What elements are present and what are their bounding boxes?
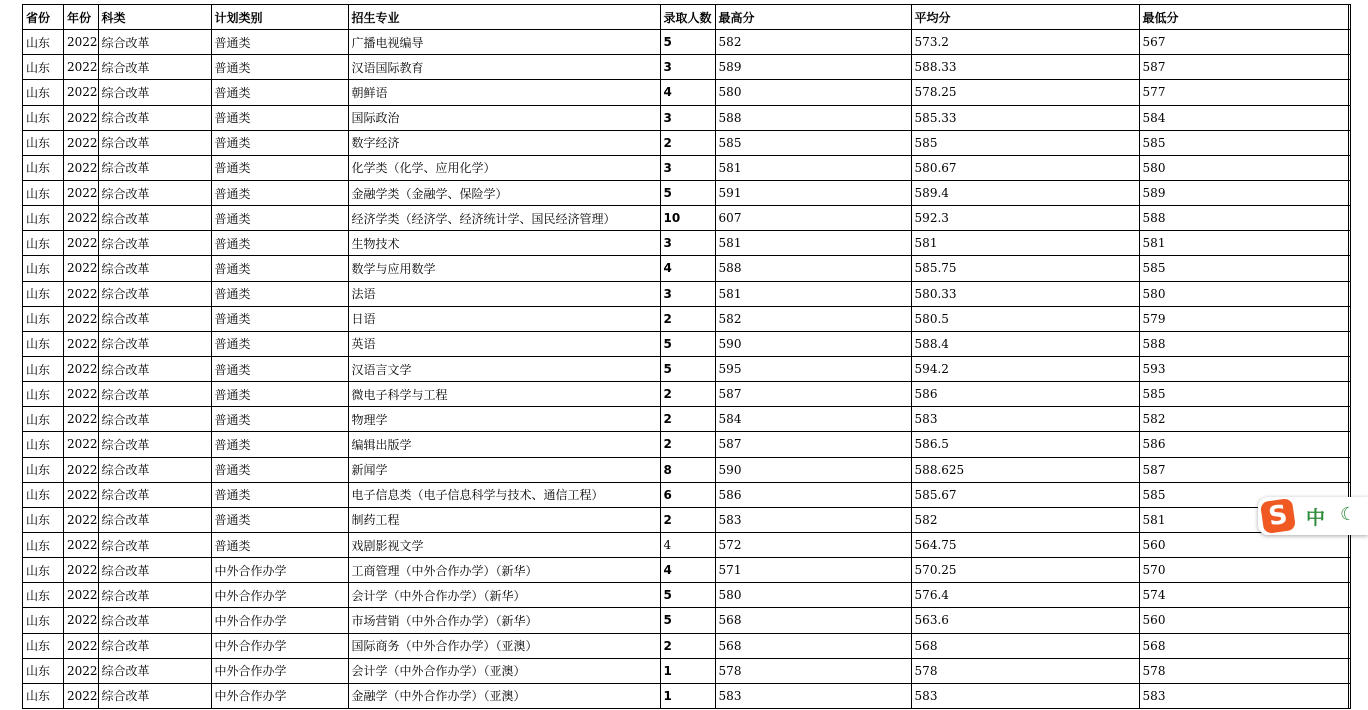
cell-year[interactable]: 2022 (64, 658, 99, 683)
cell-avg-score[interactable]: 573.2 (911, 30, 1139, 55)
cell-year[interactable]: 2022 (64, 356, 99, 381)
cell-max-score[interactable]: 578 (715, 658, 911, 683)
cell-province[interactable]: 山东 (23, 683, 64, 708)
cell-plan-type[interactable]: 普通类 (211, 306, 348, 331)
cell-province[interactable]: 山东 (23, 231, 64, 256)
cell-admitted-count[interactable]: 4 (660, 532, 715, 557)
cell-year[interactable]: 2022 (64, 532, 99, 557)
cell-admitted-count[interactable]: 2 (660, 407, 715, 432)
column-header-admitted-count[interactable]: 录取人数 (660, 5, 715, 30)
cell-min-score[interactable]: 577 (1139, 80, 1350, 105)
cell-min-score[interactable]: 578 (1139, 658, 1350, 683)
cell-year[interactable]: 2022 (64, 507, 99, 532)
cell-province[interactable]: 山东 (23, 281, 64, 306)
cell-admitted-count[interactable]: 3 (660, 281, 715, 306)
cell-subject[interactable]: 综合改革 (98, 281, 211, 306)
cell-major[interactable]: 化学类（化学、应用化学） (348, 155, 660, 180)
table-row (23, 658, 1351, 683)
cell-year[interactable]: 2022 (64, 306, 99, 331)
cell-plan-type[interactable]: 普通类 (211, 281, 348, 306)
cell-min-score[interactable]: 584 (1139, 105, 1350, 130)
cell-min-score[interactable]: 589 (1139, 180, 1350, 205)
cell-max-score[interactable]: 595 (715, 356, 911, 381)
cell-plan-type[interactable]: 普通类 (211, 256, 348, 281)
cell-major[interactable]: 金融学类（金融学、保险学） (348, 180, 660, 205)
cell-avg-score[interactable]: 580.67 (911, 155, 1139, 180)
cell-year[interactable]: 2022 (64, 608, 99, 633)
cell-province[interactable]: 山东 (23, 30, 64, 55)
table-row (23, 105, 1351, 130)
cell-admitted-count[interactable]: 2 (660, 306, 715, 331)
cell-min-score[interactable]: 568 (1139, 633, 1350, 658)
cell-year[interactable]: 2022 (64, 382, 99, 407)
cell-admitted-count[interactable]: 4 (660, 558, 715, 583)
cell-subject[interactable]: 综合改革 (98, 30, 211, 55)
cell-admitted-count[interactable]: 2 (660, 507, 715, 532)
cell-province[interactable]: 山东 (23, 457, 64, 482)
cell-major[interactable]: 电子信息类（电子信息科学与技术、通信工程） (348, 482, 660, 507)
cell-major[interactable]: 朝鲜语 (348, 80, 660, 105)
cell-major[interactable]: 金融学（中外合作办学）（亚澳） (348, 683, 660, 708)
cell-plan-type[interactable]: 普通类 (211, 331, 348, 356)
cell-subject[interactable]: 综合改革 (98, 583, 211, 608)
cell-province[interactable]: 山东 (23, 55, 64, 80)
cell-province[interactable]: 山东 (23, 105, 64, 130)
cell-year[interactable]: 2022 (64, 30, 99, 55)
cell-plan-type[interactable]: 中外合作办学 (211, 658, 348, 683)
cell-major[interactable]: 会计学（中外合作办学）（新华） (348, 583, 660, 608)
cell-min-score[interactable]: 593 (1139, 356, 1350, 381)
cell-admitted-count[interactable]: 8 (660, 457, 715, 482)
cell-plan-type[interactable]: 中外合作办学 (211, 558, 348, 583)
cell-year[interactable]: 2022 (64, 583, 99, 608)
cell-max-score[interactable]: 581 (715, 155, 911, 180)
cell-province[interactable]: 山东 (23, 532, 64, 557)
table-row (23, 155, 1351, 180)
cell-max-score[interactable]: 591 (715, 180, 911, 205)
cell-subject[interactable]: 综合改革 (98, 206, 211, 231)
cell-major[interactable]: 市场营销（中外合作办学）（新华） (348, 608, 660, 633)
cell-max-score[interactable]: 588 (715, 105, 911, 130)
cell-major[interactable]: 生物技术 (348, 231, 660, 256)
cell-province[interactable]: 山东 (23, 482, 64, 507)
column-header-year[interactable]: 年份 (64, 5, 99, 30)
cell-year[interactable]: 2022 (64, 457, 99, 482)
cell-avg-score[interactable]: 585 (911, 130, 1139, 155)
cell-subject[interactable]: 综合改革 (98, 558, 211, 583)
table-row (23, 683, 1351, 708)
cell-province[interactable]: 山东 (23, 407, 64, 432)
cell-subject[interactable]: 综合改革 (98, 532, 211, 557)
cell-plan-type[interactable]: 普通类 (211, 30, 348, 55)
cell-subject[interactable]: 综合改革 (98, 155, 211, 180)
cell-max-score[interactable]: 571 (715, 558, 911, 583)
cell-plan-type[interactable]: 中外合作办学 (211, 683, 348, 708)
cell-admitted-count[interactable]: 1 (660, 658, 715, 683)
cell-major[interactable]: 数字经济 (348, 130, 660, 155)
cell-major[interactable]: 法语 (348, 281, 660, 306)
spreadsheet (22, 4, 1351, 709)
cell-subject[interactable]: 综合改革 (98, 180, 211, 205)
table-row (23, 633, 1351, 658)
cell-avg-score[interactable]: 585.67 (911, 482, 1139, 507)
cell-major[interactable]: 国际商务（中外合作办学）（亚澳） (348, 633, 660, 658)
cell-max-score[interactable]: 590 (715, 331, 911, 356)
cell-subject[interactable]: 综合改革 (98, 306, 211, 331)
cell-min-score[interactable]: 560 (1139, 532, 1350, 557)
cell-major[interactable]: 编辑出版学 (348, 432, 660, 457)
cell-subject[interactable]: 综合改革 (98, 633, 211, 658)
cell-province[interactable]: 山东 (23, 130, 64, 155)
cell-min-score[interactable]: 560 (1139, 608, 1350, 633)
cell-admitted-count[interactable]: 2 (660, 130, 715, 155)
cell-admitted-count[interactable]: 5 (660, 30, 715, 55)
table-row (23, 55, 1351, 80)
cell-max-score[interactable]: 582 (715, 30, 911, 55)
cell-admitted-count[interactable]: 4 (660, 80, 715, 105)
cell-min-score[interactable]: 585 (1139, 256, 1350, 281)
cell-max-score[interactable]: 588 (715, 256, 911, 281)
cell-year[interactable]: 2022 (64, 231, 99, 256)
cell-province[interactable]: 山东 (23, 155, 64, 180)
cell-plan-type[interactable]: 普通类 (211, 382, 348, 407)
cell-province[interactable]: 山东 (23, 633, 64, 658)
cell-max-score[interactable]: 581 (715, 231, 911, 256)
cell-plan-type[interactable]: 中外合作办学 (211, 583, 348, 608)
column-header-province[interactable]: 省份 (23, 5, 64, 30)
cell-avg-score[interactable]: 583 (911, 683, 1139, 708)
cell-major[interactable]: 物理学 (348, 407, 660, 432)
cell-major[interactable]: 广播电视编导 (348, 30, 660, 55)
cell-min-score[interactable]: 587 (1139, 55, 1350, 80)
cell-subject[interactable]: 综合改革 (98, 457, 211, 482)
cell-avg-score[interactable]: 583 (911, 407, 1139, 432)
cell-year[interactable]: 2022 (64, 683, 99, 708)
cell-plan-type[interactable]: 普通类 (211, 105, 348, 130)
cell-province[interactable]: 山东 (23, 382, 64, 407)
cell-major[interactable]: 微电子科学与工程 (348, 382, 660, 407)
cell-max-score[interactable]: 585 (715, 130, 911, 155)
cell-max-score[interactable]: 572 (715, 532, 911, 557)
cell-avg-score[interactable]: 585.75 (911, 256, 1139, 281)
cell-subject[interactable]: 综合改革 (98, 507, 211, 532)
cell-avg-score[interactable]: 568 (911, 633, 1139, 658)
cell-max-score[interactable]: 583 (715, 683, 911, 708)
cell-subject[interactable]: 综合改革 (98, 407, 211, 432)
cell-subject[interactable]: 综合改革 (98, 55, 211, 80)
cell-major[interactable]: 经济学类（经济学、经济统计学、国民经济管理） (348, 206, 660, 231)
cell-avg-score[interactable]: 588.625 (911, 457, 1139, 482)
cell-year[interactable]: 2022 (64, 105, 99, 130)
cell-admitted-count[interactable]: 2 (660, 633, 715, 658)
cell-max-score[interactable]: 582 (715, 306, 911, 331)
column-header-plan-type[interactable]: 计划类别 (211, 5, 348, 30)
cell-year[interactable]: 2022 (64, 281, 99, 306)
cell-max-score[interactable]: 584 (715, 407, 911, 432)
cell-province[interactable]: 山东 (23, 306, 64, 331)
cell-major[interactable]: 汉语国际教育 (348, 55, 660, 80)
column-header-avg-score[interactable]: 平均分 (911, 5, 1139, 30)
cell-max-score[interactable]: 568 (715, 608, 911, 633)
cell-plan-type[interactable]: 普通类 (211, 532, 348, 557)
cell-min-score[interactable]: 585 (1139, 482, 1350, 507)
cell-avg-score[interactable]: 580.5 (911, 306, 1139, 331)
cell-admitted-count[interactable]: 3 (660, 105, 715, 130)
cell-province[interactable]: 山东 (23, 356, 64, 381)
cell-year[interactable]: 2022 (64, 558, 99, 583)
cell-avg-score[interactable]: 570.25 (911, 558, 1139, 583)
cell-plan-type[interactable]: 普通类 (211, 482, 348, 507)
cell-max-score[interactable]: 587 (715, 382, 911, 407)
table-row (23, 583, 1351, 608)
cell-plan-type[interactable]: 普通类 (211, 407, 348, 432)
cell-subject[interactable]: 综合改革 (98, 608, 211, 633)
cell-avg-score[interactable]: 576.4 (911, 583, 1139, 608)
cell-subject[interactable]: 综合改革 (98, 80, 211, 105)
table-row (23, 206, 1351, 231)
cell-plan-type[interactable]: 普通类 (211, 130, 348, 155)
cell-min-score[interactable]: 582 (1139, 407, 1350, 432)
cell-province[interactable]: 山东 (23, 583, 64, 608)
cell-avg-score[interactable]: 582 (911, 507, 1139, 532)
cell-min-score[interactable]: 583 (1139, 683, 1350, 708)
cell-subject[interactable]: 综合改革 (98, 130, 211, 155)
cell-year[interactable]: 2022 (64, 206, 99, 231)
cell-year[interactable]: 2022 (64, 130, 99, 155)
cell-min-score[interactable]: 588 (1139, 331, 1350, 356)
table-row (23, 281, 1351, 306)
cell-min-score[interactable]: 580 (1139, 281, 1350, 306)
column-header-max-score[interactable]: 最高分 (715, 5, 911, 30)
moon-icon[interactable]: ☾ (1340, 504, 1357, 525)
table-row (23, 432, 1351, 457)
table-row (23, 382, 1351, 407)
ime-toolbar[interactable] (1258, 497, 1368, 535)
table-row (23, 306, 1351, 331)
cell-max-score[interactable]: 586 (715, 482, 911, 507)
cell-avg-score[interactable]: 592.3 (911, 206, 1139, 231)
cell-plan-type[interactable]: 普通类 (211, 155, 348, 180)
table-row (23, 457, 1351, 482)
cell-admitted-count[interactable]: 3 (660, 55, 715, 80)
table-row (23, 356, 1351, 381)
cell-subject[interactable]: 综合改革 (98, 482, 211, 507)
next-column-edge (1348, 4, 1354, 708)
cell-min-score[interactable]: 581 (1139, 507, 1350, 532)
cell-admitted-count[interactable]: 6 (660, 482, 715, 507)
cell-min-score[interactable]: 579 (1139, 306, 1350, 331)
cell-year[interactable]: 2022 (64, 80, 99, 105)
cell-admitted-count[interactable]: 2 (660, 432, 715, 457)
cell-admitted-count[interactable]: 5 (660, 583, 715, 608)
cell-admitted-count[interactable]: 2 (660, 382, 715, 407)
table-row (23, 407, 1351, 432)
table-row (23, 507, 1351, 532)
cell-major[interactable]: 国际政治 (348, 105, 660, 130)
cell-plan-type[interactable]: 普通类 (211, 180, 348, 205)
cell-province[interactable]: 山东 (23, 180, 64, 205)
cell-admitted-count[interactable]: 5 (660, 608, 715, 633)
cell-admitted-count[interactable]: 5 (660, 180, 715, 205)
cell-year[interactable]: 2022 (64, 55, 99, 80)
cell-admitted-count[interactable]: 3 (660, 155, 715, 180)
cell-major[interactable]: 汉语言文学 (348, 356, 660, 381)
table-row (23, 231, 1351, 256)
cell-province[interactable]: 山东 (23, 331, 64, 356)
cell-year[interactable]: 2022 (64, 633, 99, 658)
cell-major[interactable]: 制药工程 (348, 507, 660, 532)
cell-plan-type[interactable]: 中外合作办学 (211, 633, 348, 658)
cell-plan-type[interactable]: 普通类 (211, 206, 348, 231)
cell-avg-score[interactable]: 564.75 (911, 532, 1139, 557)
cell-major[interactable]: 工商管理（中外合作办学）（新华） (348, 558, 660, 583)
cell-province[interactable]: 山东 (23, 256, 64, 281)
cell-min-score[interactable]: 585 (1139, 382, 1350, 407)
cell-subject[interactable]: 综合改革 (98, 231, 211, 256)
cell-avg-score[interactable]: 588.4 (911, 331, 1139, 356)
table-row (23, 30, 1351, 55)
cell-min-score[interactable]: 587 (1139, 457, 1350, 482)
cell-admitted-count[interactable]: 5 (660, 356, 715, 381)
cell-year[interactable]: 2022 (64, 180, 99, 205)
cell-plan-type[interactable]: 普通类 (211, 356, 348, 381)
cell-subject[interactable]: 综合改革 (98, 256, 211, 281)
cell-major[interactable]: 数学与应用数学 (348, 256, 660, 281)
cell-plan-type[interactable]: 普通类 (211, 457, 348, 482)
cell-plan-type[interactable]: 普通类 (211, 231, 348, 256)
cell-province[interactable]: 山东 (23, 206, 64, 231)
column-header-min-score[interactable]: 最低分 (1139, 5, 1350, 30)
cell-major[interactable]: 会计学（中外合作办学）（亚澳） (348, 658, 660, 683)
cell-max-score[interactable]: 607 (715, 206, 911, 231)
table-row (23, 558, 1351, 583)
table-row (23, 532, 1351, 557)
cell-admitted-count[interactable]: 4 (660, 256, 715, 281)
cell-max-score[interactable]: 587 (715, 432, 911, 457)
cell-avg-score[interactable]: 585.33 (911, 105, 1139, 130)
cell-avg-score[interactable]: 586.5 (911, 432, 1139, 457)
cell-subject[interactable]: 综合改革 (98, 356, 211, 381)
cell-avg-score[interactable]: 563.6 (911, 608, 1139, 633)
cell-province[interactable]: 山东 (23, 658, 64, 683)
cell-subject[interactable]: 综合改革 (98, 658, 211, 683)
cell-year[interactable]: 2022 (64, 155, 99, 180)
sogou-ime-icon[interactable]: S (1260, 498, 1296, 534)
cell-avg-score[interactable]: 580.33 (911, 281, 1139, 306)
cell-min-score[interactable]: 586 (1139, 432, 1350, 457)
cell-plan-type[interactable]: 普通类 (211, 432, 348, 457)
cell-subject[interactable]: 综合改革 (98, 432, 211, 457)
cell-avg-score[interactable]: 581 (911, 231, 1139, 256)
cell-max-score[interactable]: 580 (715, 80, 911, 105)
cell-min-score[interactable]: 570 (1139, 558, 1350, 583)
cell-subject[interactable]: 综合改革 (98, 683, 211, 708)
cell-year[interactable]: 2022 (64, 256, 99, 281)
table-row (23, 256, 1351, 281)
table-row (23, 482, 1351, 507)
header-row (23, 5, 1351, 30)
cell-max-score[interactable]: 590 (715, 457, 911, 482)
cell-admitted-count[interactable]: 3 (660, 231, 715, 256)
cell-max-score[interactable]: 568 (715, 633, 911, 658)
column-header-major[interactable]: 招生专业 (348, 5, 660, 30)
cell-year[interactable]: 2022 (64, 331, 99, 356)
table-row (23, 130, 1351, 155)
cell-province[interactable]: 山东 (23, 432, 64, 457)
cell-max-score[interactable]: 581 (715, 281, 911, 306)
cell-avg-score[interactable]: 578 (911, 658, 1139, 683)
cell-max-score[interactable]: 580 (715, 583, 911, 608)
table-row (23, 80, 1351, 105)
cell-min-score[interactable]: 567 (1139, 30, 1350, 55)
cell-plan-type[interactable]: 普通类 (211, 55, 348, 80)
cell-province[interactable]: 山东 (23, 558, 64, 583)
cell-admitted-count[interactable]: 5 (660, 331, 715, 356)
cell-avg-score[interactable]: 586 (911, 382, 1139, 407)
cell-avg-score[interactable]: 578.25 (911, 80, 1139, 105)
cell-major[interactable]: 戏剧影视文学 (348, 532, 660, 557)
cell-min-score[interactable]: 574 (1139, 583, 1350, 608)
cell-min-score[interactable]: 588 (1139, 206, 1350, 231)
cell-province[interactable]: 山东 (23, 80, 64, 105)
cell-admitted-count[interactable]: 10 (660, 206, 715, 231)
cell-min-score[interactable]: 585 (1139, 130, 1350, 155)
cell-avg-score[interactable]: 594.2 (911, 356, 1139, 381)
cell-plan-type[interactable]: 普通类 (211, 507, 348, 532)
table-row (23, 180, 1351, 205)
cell-plan-type[interactable]: 普通类 (211, 80, 348, 105)
cell-year[interactable]: 2022 (64, 432, 99, 457)
cell-subject[interactable]: 综合改革 (98, 382, 211, 407)
cell-year[interactable]: 2022 (64, 407, 99, 432)
cell-subject[interactable]: 综合改革 (98, 105, 211, 130)
ime-mode-toggle[interactable]: 中 (1306, 507, 1326, 529)
cell-min-score[interactable]: 581 (1139, 231, 1350, 256)
table-row (23, 331, 1351, 356)
cell-max-score[interactable]: 583 (715, 507, 911, 532)
cell-avg-score[interactable]: 589.4 (911, 180, 1139, 205)
cell-province[interactable]: 山东 (23, 608, 64, 633)
cell-major[interactable]: 新闻学 (348, 457, 660, 482)
cell-admitted-count[interactable]: 1 (660, 683, 715, 708)
cell-province[interactable]: 山东 (23, 507, 64, 532)
cell-major[interactable]: 英语 (348, 331, 660, 356)
admission-table (22, 4, 1351, 709)
table-row (23, 608, 1351, 633)
cell-min-score[interactable]: 580 (1139, 155, 1350, 180)
cell-plan-type[interactable]: 中外合作办学 (211, 608, 348, 633)
cell-subject[interactable]: 综合改革 (98, 331, 211, 356)
column-header-subject[interactable]: 科类 (98, 5, 211, 30)
cell-major[interactable]: 日语 (348, 306, 660, 331)
cell-year[interactable]: 2022 (64, 482, 99, 507)
cell-avg-score[interactable]: 588.33 (911, 55, 1139, 80)
cell-max-score[interactable]: 589 (715, 55, 911, 80)
